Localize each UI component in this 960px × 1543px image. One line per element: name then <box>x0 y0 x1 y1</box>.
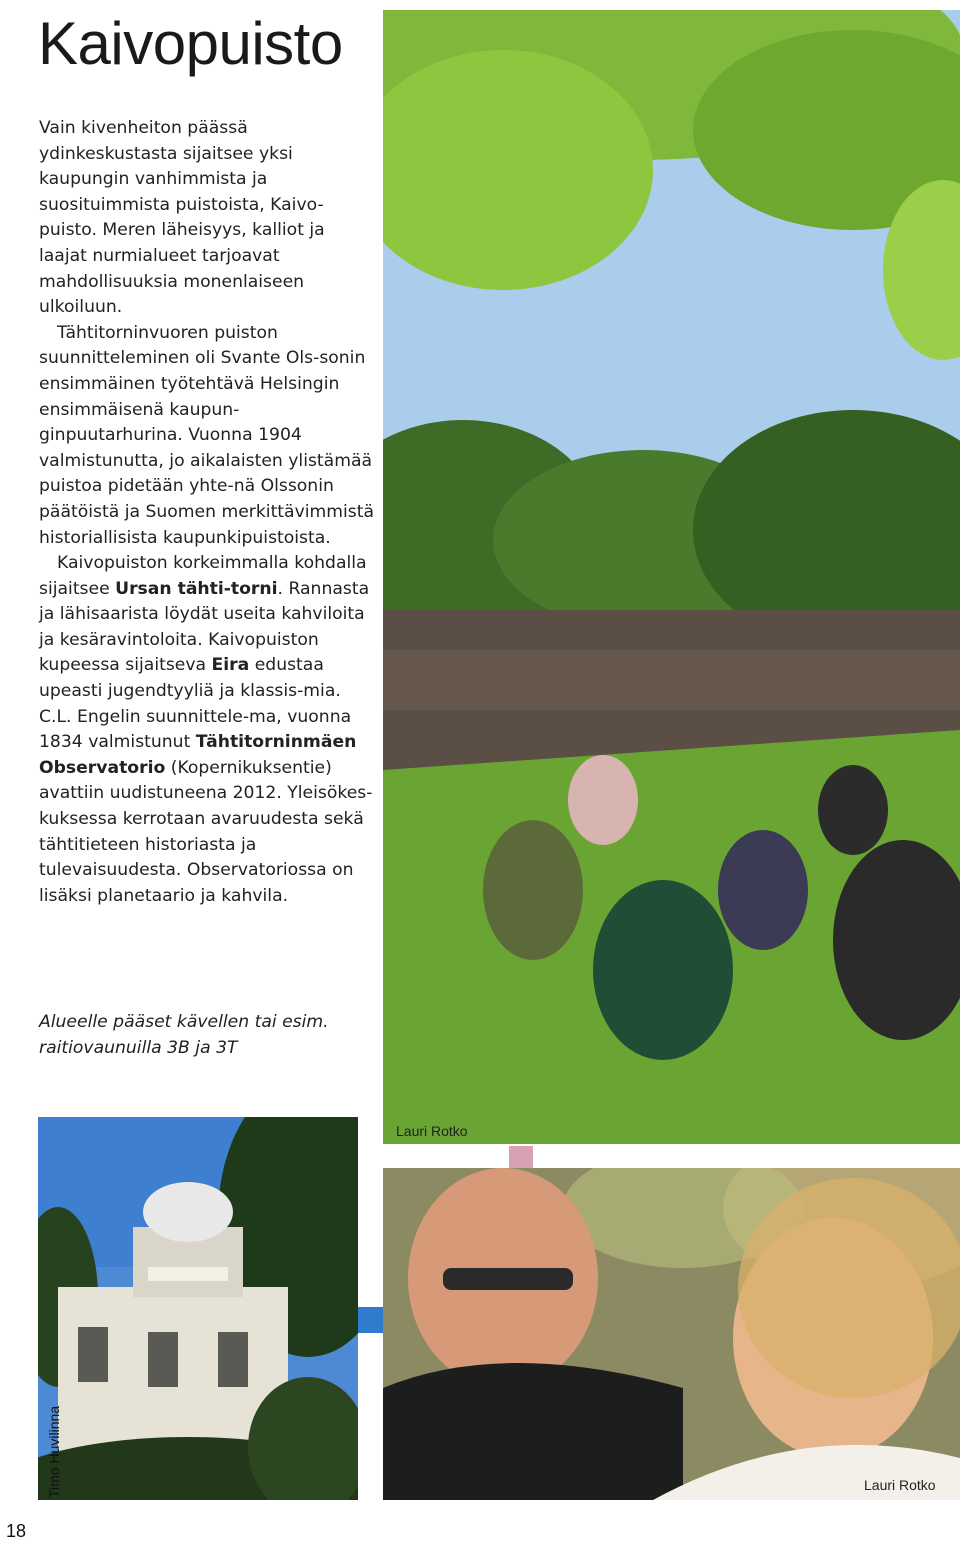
park-crowd-photo <box>383 10 960 1144</box>
highlight-ursa-observatory: Ursan tähti-torni <box>115 578 278 599</box>
page-title: Kaivopuisto <box>38 10 343 77</box>
article-body <box>39 116 375 909</box>
photo-credit-park: Lauri Rotko <box>396 1123 468 1139</box>
text-segment: . Rannasta ja lähisaarista löydät useita kahviloita ja kesäravintoloita. Kaivopuiston kupeessa sijaitseva <box>39 578 370 676</box>
observatory-photo <box>38 1117 358 1500</box>
park-crowd-illustration <box>383 10 960 1144</box>
couple-photo <box>383 1168 960 1500</box>
paragraph-intro: Vain kivenheiton päässä ydinkeskustasta sijaitsee yksi kaupungin vanhimmista ja suosituimmista puistoista, Kaivo-puisto. Meren läheisyys, kalliot ja laajat nurmialueet tarjoavat mahdollisuuksia monenlaiseen ulkoiluun. <box>39 118 325 318</box>
highlight-observatorio: Tähtitorninmäen Observatorio <box>39 732 357 778</box>
accent-square-pink <box>509 1146 533 1170</box>
page-number: 18 <box>6 1521 27 1541</box>
highlight-eira: Eira <box>211 655 250 676</box>
access-note: Alueelle pääset kävellen tai esim. raitiovaunuilla 3B ja 3T <box>39 1012 329 1058</box>
paragraph-attractions <box>39 551 375 909</box>
text-segment: edustaa upeasti jugendtyyliä ja klassis-mia. C.L. Engelin suunnittele-ma, vuonna 1834 valmistunut <box>39 655 352 753</box>
paragraph-olsson: Tähtitorninvuoren puiston suunnitteleminen oli Svante Ols-sonin ensimmäinen työtehtävä Helsingin ensimmäisenä kaupun-ginpuutarhurina. Vuonna 1904 valmistunutta, jo aikalaisten ylistämää puistoa pidetään yhte-nä Olssonin päätöistä ja Suomen merkittävimmistä historiallisista kaupunkipuistoista. <box>39 322 375 548</box>
observatory-illustration <box>38 1117 358 1500</box>
text-segment: (Kopernikuksentie) avattiin uudistuneena 2012. Yleisökes-kuksessa kerrotaan avaruudesta sekä tähtitieteen historiasta ja tulevaisuudesta. Observatoriossa on lisäksi planetaario ja kahvila. <box>39 757 373 906</box>
text-segment: Kaivopuiston korkeimmalla kohdalla sijaitsee <box>39 553 367 599</box>
accent-square-blue <box>358 1307 383 1333</box>
photo-credit-observatory: Timo Huvilinna <box>46 1405 62 1498</box>
couple-illustration <box>383 1168 960 1500</box>
photo-credit-couple: Lauri Rotko <box>864 1477 936 1493</box>
